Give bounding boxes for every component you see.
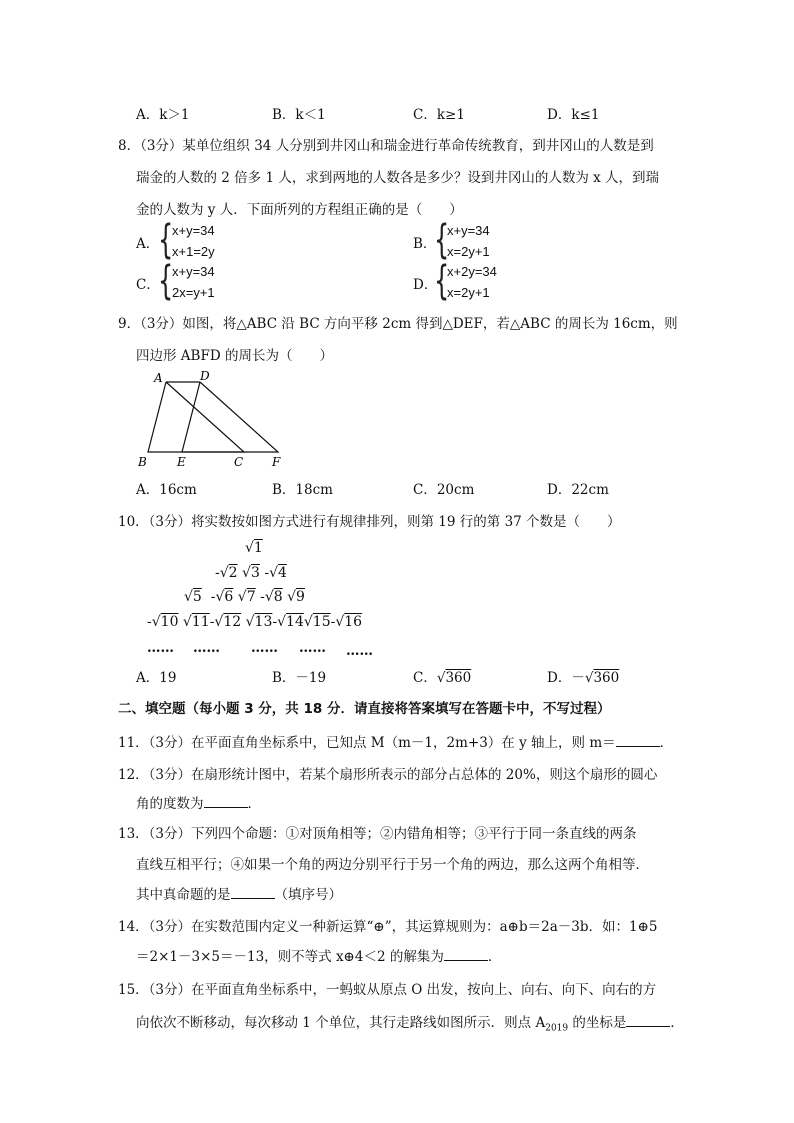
label-c: C (234, 455, 244, 469)
sign: - (272, 614, 278, 630)
q14-line2 (136, 945, 501, 965)
brace-icon: { (434, 217, 450, 263)
q9-line1: 9．（3分）如图，将△ABC 沿 BC 方向平移 2cm 得到△DEF，若△ABC 的周长为 16cm，则 (118, 316, 678, 332)
q8-option-a-system (172, 220, 215, 262)
section-heading: 二、填空题（每小题 3 分，共 18 分．请直接将答案填写在答题卡中，不写过程） (118, 701, 611, 717)
answer-blank[interactable] (444, 948, 488, 961)
q10-dots-1: …… (147, 640, 174, 656)
q9-option-c: C．20cm (413, 482, 475, 498)
radicand: 7 (246, 589, 256, 605)
q9-option-b: B．18cm (272, 482, 333, 498)
radicand: 8 (273, 589, 283, 605)
label-f: F (272, 455, 281, 469)
sign: - (260, 589, 265, 605)
triangle-def (182, 382, 278, 452)
q9-figure (134, 366, 294, 472)
period: ． (659, 735, 674, 751)
radicand: 5 (192, 589, 202, 605)
radicand: 13 (254, 614, 273, 630)
q8-option-d-label: D． (413, 277, 438, 293)
q10-row2: -√2 √3 -√4 (215, 565, 287, 581)
q8-b-eq1: x+y=34 (447, 223, 490, 238)
radicand: 9 (296, 589, 305, 605)
q14-text: ＝2×1－3×5＝－13，则不等式 x⊕4＜2 的解集为 (136, 949, 444, 965)
radicand: 360 (593, 670, 620, 686)
option-label: C． (413, 670, 437, 686)
option-label: D．－ (547, 670, 585, 686)
q12-line2 (136, 792, 261, 812)
q9-option-a: A．16cm (136, 482, 197, 498)
q10-option-b: B．－19 (272, 670, 327, 686)
period: ． (670, 1015, 684, 1031)
q7-option-a: A．k＞1 (136, 107, 190, 123)
answer-blank[interactable] (616, 734, 660, 747)
q8-line1: 8．（3分）某单位组织 34 人分别到井冈山和瑞金进行革命传统教育，到井冈山的人数是到 (118, 138, 654, 154)
label-b: B (138, 455, 147, 469)
sign: - (147, 614, 152, 630)
q13-line1: 13．（3分）下列四个命题：①对顶角相等；②内错角相等；③平行于同一条直线的两条 (118, 826, 637, 842)
q8-option-d-system (447, 261, 497, 303)
q10-option-d: D．－√360 (547, 670, 620, 686)
q9-option-d: D．22cm (547, 482, 609, 498)
q8-a-eq1: x+y=34 (172, 223, 215, 238)
q15-text: 向依次不断移动，每次移动 1 个单位，其行走路线如图所示．则点 A (136, 1015, 546, 1031)
q10-dots-2: …… (193, 640, 220, 656)
period: ． (247, 796, 261, 812)
sign: - (215, 565, 220, 581)
q10-dots-4: …… (299, 640, 326, 656)
q8-option-c-label: C． (136, 277, 160, 293)
answer-blank[interactable] (204, 795, 248, 808)
radicand: 12 (223, 614, 242, 630)
q10-row1: √1 (245, 540, 263, 556)
q10-option-c: C．√360 (413, 670, 472, 686)
radicand: 2 (228, 565, 238, 581)
brace-icon: { (158, 217, 174, 263)
q13-hint: （填序号） (274, 887, 342, 903)
q7-option-d: D．k≤1 (547, 107, 600, 123)
sign: - (210, 589, 216, 605)
q11-text: 11．（3分）在平面直角坐标系中，已知点 M（m－1，2m+3）在 y 轴上，则 m＝ (118, 735, 616, 751)
sign: - (209, 614, 215, 630)
q8-option-b-label: B． (413, 236, 437, 252)
label-d: D (200, 369, 210, 383)
brace-icon: { (434, 258, 450, 304)
q8-a-eq2: x+1=2y (172, 244, 215, 259)
q15-line1: 15．（3分）在平面直角坐标系中，一蚂蚁从原点 O 出发，按向上、向右、向下、向右的方 (118, 982, 657, 998)
subscript: 2019 (545, 1023, 569, 1034)
q8-b-eq2: x=2y+1 (447, 244, 490, 259)
radicand: 360 (445, 670, 472, 686)
answer-blank[interactable] (626, 1014, 670, 1027)
q13-line2: 直线互相平行；④如果一个角的两边分别平行于另一个角的两边，那么这两个角相等． (136, 857, 649, 873)
answer-blank[interactable] (231, 886, 275, 899)
radicand: 15 (312, 614, 331, 630)
radicand: 4 (277, 565, 287, 581)
q8-line2: 瑞金的人数的 2 倍多 1 人，求到两地的人数各是多少？设到井冈山的人数为 x 人，到瑞 (136, 170, 660, 186)
q10-option-a: A．19 (136, 670, 177, 686)
label-e: E (177, 455, 186, 469)
radicand: 3 (250, 565, 260, 581)
q14-line1: 14．（3分）在实数范围内定义一种新运算“⊕”，其运算规则为：a⊕b＝2a－3b．如：1⊕5 (118, 919, 658, 935)
triangle-abc (148, 382, 244, 452)
q8-d-eq1: x+2y=34 (447, 264, 497, 279)
label-a: A (154, 371, 163, 385)
q11-line (118, 731, 673, 751)
radicand: 16 (344, 614, 363, 630)
sign: - (330, 614, 336, 630)
q13-line3 (136, 883, 342, 903)
q12-line1: 12．（3分）在扇形统计图中，若某个扇形所表示的部分占总体的 20%，则这个扇形的圆心 (118, 767, 658, 783)
q7-option-b: B．k＜1 (272, 107, 326, 123)
q8-d-eq2: x=2y+1 (447, 285, 490, 300)
q10-row3: √5 -√6 √7 -√8 √9 (184, 589, 305, 605)
q9-line2: 四边形 ABFD 的周长为（ ） (136, 348, 333, 364)
radicand: 6 (224, 589, 234, 605)
radicand: 11 (191, 614, 210, 630)
q10-dots-5: …… (346, 643, 373, 659)
q8-option-c-system (172, 261, 215, 303)
q13-text: 其中真命题的是 (136, 887, 231, 903)
brace-icon: { (158, 258, 174, 304)
sign: - (264, 565, 270, 581)
q8-c-eq1: x+y=34 (172, 264, 215, 279)
radicand: 10 (160, 614, 179, 630)
q8-option-b-system (447, 220, 490, 262)
q12-text: 角的度数为 (136, 796, 204, 812)
radicand: 14 (286, 614, 304, 630)
radicand: 1 (253, 540, 263, 556)
q15-text-end: 的坐标是 (568, 1015, 627, 1031)
q8-option-a-label: A． (136, 236, 160, 252)
q10-dots-3: …… (251, 640, 278, 656)
q8-line3: 金的人数为 y 人．下面所列的方程组正确的是（ ） (136, 202, 463, 218)
q10-row4: -√10 √11-√12 √13-√14√15-√16 (147, 614, 363, 630)
q7-option-c: C．k≥1 (413, 107, 465, 123)
q10-line1: 10．（3分）将实数按如图方式进行有规律排列，则第 19 行的第 37 个数是（ ） (118, 514, 621, 530)
period: ． (487, 949, 502, 965)
q15-line2 (136, 1011, 684, 1034)
q8-c-eq2: 2x=y+1 (172, 285, 215, 300)
